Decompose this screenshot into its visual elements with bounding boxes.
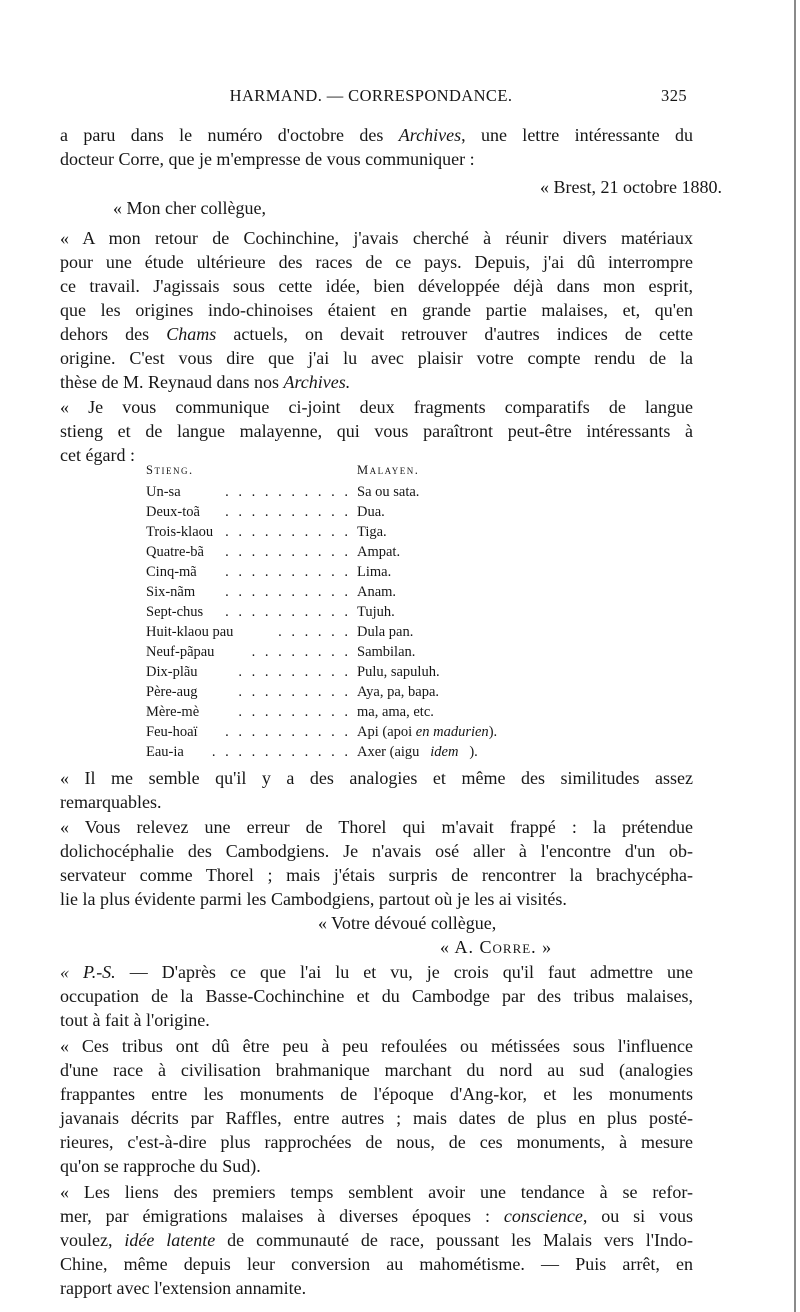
text-line: rieures, c'est-à-dire plus rapprochées de nous, de ces monuments, à mesure xyxy=(60,1132,693,1152)
running-header xyxy=(55,86,687,110)
text-line: Chine, même depuis leur conversion au mahométisme. — Puis arrêt, en xyxy=(60,1254,693,1274)
text-line: servateur comme Thorel ; mais j'étais surpris de rencontrer la brachycépha- xyxy=(60,865,693,885)
text-line: « A mon retour de Cochinchine, j'avais cherché à réunir divers matériaux xyxy=(60,228,693,248)
vocab-row: . . . . . . . . . . Deux-toã Dua. xyxy=(146,504,385,520)
vocab-row: . . . . . . . . . Mère-mè ma, ama, etc. xyxy=(146,704,434,720)
closing: « Votre dévoué collègue, xyxy=(318,913,497,933)
text-line: « P.-S. — D'après ce que l'ai lu et vu, je crois qu'il faut admettre une xyxy=(60,962,693,982)
text-line: mer, par émigrations malaises à diverses époques : conscience, ou si vous xyxy=(60,1206,694,1226)
text-line: « Je vous communique ci-joint deux fragments comparatifs de langue xyxy=(60,397,693,417)
vocab-row: . . . . . . . . . . . Eau-ia Axer (aigu idem ). xyxy=(146,744,478,760)
text-line: thèse de M. Reynaud dans nos Archives. xyxy=(60,372,351,392)
text-line: d'une race à civilisation brahmanique marchant du nord au sud (analogies xyxy=(60,1060,693,1080)
text-line: a paru dans le numéro d'octobre des Archives, une lettre intéressante du xyxy=(60,125,693,145)
text-line: origine. C'est vous dire que j'ai lu avec plaisir votre compte rendu de la xyxy=(60,348,693,368)
vocab-row: . . . . . . . . . . Trois-klaou Tiga. xyxy=(146,524,387,540)
text-line: tout à fait à l'origine. xyxy=(60,1010,210,1030)
signature: « A. Corre. » xyxy=(440,937,553,957)
text-line: « Les liens des premiers temps semblent avoir une tendance à se refor- xyxy=(60,1182,693,1202)
vocab-row: . . . . . . . . . . Feu-hoaï Api (apoi en madurien). xyxy=(146,724,498,740)
text-line: dolichocéphalie des Cambodgiens. Je n'avais osé aller à l'encontre d'un ob- xyxy=(60,841,693,861)
text-line: rapport avec l'extension annamite. xyxy=(60,1278,307,1298)
vocab-row: . . . . . . . . . . Quatre-bã Ampat. xyxy=(146,544,401,560)
vocab-header-stieng: Stieng. xyxy=(146,463,194,477)
page-number: 325 xyxy=(661,86,687,105)
running-title: HARMAND. — CORRESPONDANCE. xyxy=(229,86,513,105)
text-line: « Il me semble qu'il y a des analogies et même des similitudes assez xyxy=(60,768,693,788)
text-line: pour une étude ultérieure des races de ce pays. Depuis, j'ai dû interrompre xyxy=(60,252,693,272)
text-line: ce travail. J'agissais sous cette idée, bien développée déjà dans mon esprit, xyxy=(60,276,693,296)
dateline: « Brest, 21 octobre 1880. xyxy=(540,177,722,197)
page-edge-line xyxy=(794,0,796,1312)
text-line: remarquables. xyxy=(60,792,162,812)
text-line: « Vous relevez une erreur de Thorel qui m'avait frappé : la prétendue xyxy=(60,817,693,837)
vocab-row: . . . . . . . . . . Cinq-mã Lima. xyxy=(146,564,392,580)
text-line: occupation de la Basse-Cochinchine et du Cambodge par des tribus malaises, xyxy=(60,986,693,1006)
vocab-row: . . . . . . . . . . Un-sa Sa ou sata. xyxy=(146,484,420,500)
text-line: cet égard : xyxy=(60,445,135,465)
text-line: voulez, idée latente de communauté de race, poussant les Malais vers l'Indo- xyxy=(60,1230,694,1250)
text-line: « Ces tribus ont dû être peu à peu refoulées ou métissées sous l'influence xyxy=(60,1036,693,1056)
vocab-row: . . . . . . . . Neuf-pãpau Sambilan. xyxy=(146,644,416,660)
vocab-row: . . . . . . . . . Père-aug Aya, pa, bapa. xyxy=(146,684,440,700)
text-line: frappantes entre les monuments de l'époque d'Ang-kor, et les monuments xyxy=(60,1084,693,1104)
text-line: stieng et de langue malayenne, qui vous paraîtront peut-être intéressants à xyxy=(60,421,693,441)
text-line: javanais décrits par Raffles, entre autres ; mais dates de plus en plus posté- xyxy=(60,1108,693,1128)
vocab-row: . . . . . . . . . Dix-plãu Pulu, sapuluh. xyxy=(146,664,440,680)
vocab-row: . . . . . . . . . . Sept-chus Tujuh. xyxy=(146,604,395,620)
text-line: dehors des Chams actuels, on devait retrouver d'autres indices de cette xyxy=(60,324,693,344)
vocab-header-malayen: Malayen. xyxy=(357,463,420,477)
vocab-row: . . . . . . . . . . Six-nãm Anam. xyxy=(146,584,397,600)
text-line: lie la plus évidente parmi les Cambodgiens, partout où je les ai visités. xyxy=(60,889,567,909)
vocab-row: . . . . . . Huit-klaou pau Dula pan. xyxy=(146,624,414,640)
text-line: qu'on se rapproche du Sud). xyxy=(60,1156,261,1176)
text-line: que les origines indo-chinoises étaient en grande partie malaises, et, qu'en xyxy=(60,300,693,320)
text-line: docteur Corre, que je m'empresse de vous communiquer : xyxy=(60,149,475,169)
salutation: « Mon cher collègue, xyxy=(113,198,266,218)
